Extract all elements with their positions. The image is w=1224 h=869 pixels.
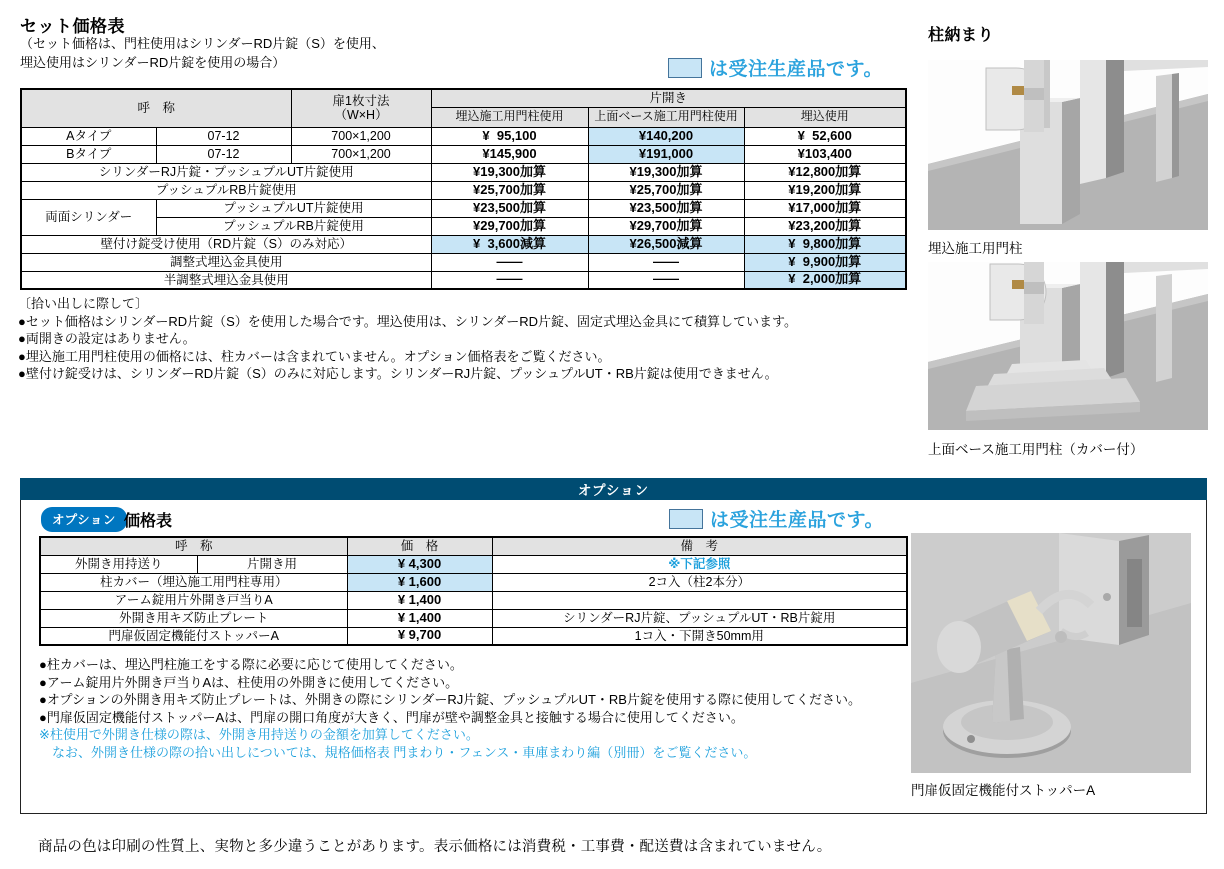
table-row xyxy=(21,235,906,253)
col-header-size-line2: （W×H） xyxy=(334,108,388,123)
table-row xyxy=(21,181,906,199)
set-note-line: ●壁付け錠受けは、シリンダーRD片錠（S）のみに対応します。シリンダーRJ片錠、プッシュプルUT・RB片錠は使用できません。 xyxy=(18,366,778,381)
table-row xyxy=(40,627,907,645)
option-price-table xyxy=(39,536,908,646)
semi-adjustable-bracket-price-1: ―― xyxy=(431,271,588,289)
option-cover-remark: 2コ入（柱2本分） xyxy=(492,573,907,591)
option-blue-note-line: なお、外開き仕様の際の拾い出しについては、規格価格表 門まわり・フェンス・車庫まわり編（別冊）をご覧ください。 xyxy=(39,744,757,760)
type-a-size: 700×1,200 xyxy=(291,127,431,145)
table-row xyxy=(21,271,906,289)
option-doorstop-name: アーム錠用片外開き戸当りA xyxy=(40,591,347,609)
option-section xyxy=(20,478,1207,814)
rb-lock-name: プッシュプルRB片錠使用 xyxy=(21,181,431,199)
col-header-single-swing: 片開き xyxy=(431,89,906,107)
double-rb-price-2: ¥29,700加算 xyxy=(588,217,744,235)
set-notes xyxy=(18,295,797,383)
type-b-code: 07-12 xyxy=(156,145,291,163)
option-col-price: 価 格 xyxy=(347,537,492,555)
rj-lock-price-2: ¥19,300加算 xyxy=(588,163,744,181)
set-note-line: ●両開きの設定はありません。 xyxy=(18,331,196,346)
footer-disclaimer: 商品の色は印刷の性質上、実物と多少違うことがあります。表示価格には消費税・工事費・配送費は含まれていません。 xyxy=(38,839,832,855)
wall-strike-price-1: ¥ 3,600減算 xyxy=(431,235,588,253)
rb-lock-price-1: ¥25,700加算 xyxy=(431,181,588,199)
double-ut-price-2: ¥23,500加算 xyxy=(588,199,744,217)
col-header-embedded-use: 埋込使用 xyxy=(744,107,906,127)
embedded-post-photo xyxy=(928,60,1208,230)
rb-lock-price-2: ¥25,700加算 xyxy=(588,181,744,199)
table-row xyxy=(21,127,906,145)
made-to-order-label: は受注生産品です。 xyxy=(710,510,884,531)
option-stopper-price: ¥ 9,700 xyxy=(347,627,492,645)
option-price-title: 価格表 xyxy=(124,513,173,530)
made-to-order-legend-option xyxy=(669,505,884,532)
double-rb-price-1: ¥29,700加算 xyxy=(431,217,588,235)
double-rb-price-3: ¥23,200加算 xyxy=(744,217,906,235)
col-header-name: 呼 称 xyxy=(21,89,291,127)
double-rb-name: プッシュプルRB片錠使用 xyxy=(156,217,431,235)
col-header-top-base-post: 上面ベース施工用門柱使用 xyxy=(588,107,744,127)
type-a-code: 07-12 xyxy=(156,127,291,145)
type-b-price-3: ¥103,400 xyxy=(744,145,906,163)
post-detail-title: 柱納まり xyxy=(928,27,995,44)
option-blue-notes xyxy=(39,726,756,761)
set-note-line: ●セット価格はシリンダーRD片錠（S）を使用した場合です。埋込使用は、シリンダーRD片錠、固定式埋込金具にて積算しています。 xyxy=(18,313,797,329)
wall-strike-price-2: ¥26,500減算 xyxy=(588,235,744,253)
rj-lock-name: シリンダーRJ片錠・プッシュプルUT片錠使用 xyxy=(21,163,431,181)
option-note-line: ●オプションの外開き用キズ防止プレートは、外開きの際にシリンダーRJ片錠、プッシュプルUT・RB片錠を使用する際に使用してください。 xyxy=(39,692,861,707)
double-ut-price-3: ¥17,000加算 xyxy=(744,199,906,217)
type-b-name: Bタイプ xyxy=(21,145,156,163)
set-table-header-row-1 xyxy=(21,89,906,107)
option-cover-price: ¥ 1,600 xyxy=(347,573,492,591)
option-plate-remark: シリンダーRJ片錠、プッシュプルUT・RB片錠用 xyxy=(492,609,907,627)
option-note-line: ●アーム錠用片外開き戸当りAは、柱使用の外開きに使用してください。 xyxy=(39,674,459,690)
option-plate-name: 外開き用キズ防止プレート xyxy=(40,609,347,627)
embedded-post-caption: 埋込施工用門柱 xyxy=(928,241,1023,256)
set-price-title: セット価格表 xyxy=(20,17,125,36)
type-a-price-3: ¥ 52,600 xyxy=(744,127,906,145)
wall-strike-price-3: ¥ 9,800加算 xyxy=(744,235,906,253)
type-b-price-2: ¥191,000 xyxy=(588,145,744,163)
option-bracket-remark: ※下記参照 xyxy=(492,555,907,573)
option-section-bar xyxy=(20,478,1207,500)
option-blue-note-line: ※柱使用で外開き仕様の際は、外開き用持送りの金額を加算してください。 xyxy=(39,727,479,742)
wall-strike-name: 壁付け錠受け使用（RD片錠（S）のみ対応） xyxy=(21,235,431,253)
option-plate-price: ¥ 1,400 xyxy=(347,609,492,627)
col-header-size xyxy=(291,89,431,127)
top-base-post-caption: 上面ベース施工用門柱（カバー付） xyxy=(928,442,1144,457)
option-note-line: ●柱カバーは、埋込門柱施工をする際に必要に応じて使用してください。 xyxy=(39,657,463,672)
top-base-post-photo xyxy=(928,262,1208,430)
option-stopper-remark: 1コ入・下開き50mm用 xyxy=(492,627,907,645)
col-header-embedded-post: 埋込施工用門柱使用 xyxy=(431,107,588,127)
table-row xyxy=(40,591,907,609)
made-to-order-swatch-icon xyxy=(668,58,702,78)
option-cover-name: 柱カバー（埋込施工用門柱専用） xyxy=(40,573,347,591)
option-bracket-type: 片開き用 xyxy=(197,555,347,573)
option-col-remark: 備 考 xyxy=(492,537,907,555)
option-col-name: 呼 称 xyxy=(40,537,347,555)
set-notes-title: 〔拾い出しに際して〕 xyxy=(18,296,149,311)
type-b-price-1: ¥145,900 xyxy=(431,145,588,163)
made-to-order-legend xyxy=(668,54,883,81)
set-price-subtitle-2: 埋込使用はシリンダーRD片錠を使用の場合） xyxy=(20,55,286,70)
set-price-subtitle-1: （セット価格は、門柱使用はシリンダーRD片錠（S）を使用、 xyxy=(20,36,385,51)
option-bar-title: オプション xyxy=(577,483,650,498)
option-note-line: ●門扉仮固定機能付ストッパーAは、門扉の開口角度が大きく、門扉が壁や調整金具と接触する場合に使用してください。 xyxy=(39,709,744,725)
option-badge: オプション xyxy=(41,507,127,532)
made-to-order-label: は受注生産品です。 xyxy=(709,59,883,80)
semi-adjustable-bracket-price-3: ¥ 2,000加算 xyxy=(744,271,906,289)
double-ut-name: プッシュプルUT片錠使用 xyxy=(156,199,431,217)
set-note-line: ●埋込施工用門柱使用の価格には、柱カバーは含まれていません。オプション価格表をご覧ください。 xyxy=(18,348,611,364)
semi-adjustable-bracket-name: 半調整式埋込金具使用 xyxy=(21,271,431,289)
type-b-size: 700×1,200 xyxy=(291,145,431,163)
semi-adjustable-bracket-price-2: ―― xyxy=(588,271,744,289)
adjustable-bracket-price-3: ¥ 9,900加算 xyxy=(744,253,906,271)
rb-lock-price-3: ¥19,200加算 xyxy=(744,181,906,199)
made-to-order-swatch-icon xyxy=(669,509,703,529)
type-a-price-1: ¥ 95,100 xyxy=(431,127,588,145)
col-header-size-line1: 扉1枚寸法 xyxy=(332,93,390,108)
option-table-header-row xyxy=(40,537,907,555)
option-doorstop-price: ¥ 1,400 xyxy=(347,591,492,609)
table-row xyxy=(21,199,906,217)
table-row xyxy=(40,573,907,591)
option-stopper-name: 門扉仮固定機能付ストッパーA xyxy=(40,627,347,645)
table-row xyxy=(40,555,907,573)
table-row xyxy=(21,163,906,181)
set-price-table xyxy=(20,88,907,290)
adjustable-bracket-name: 調整式埋込金具使用 xyxy=(21,253,431,271)
double-ut-price-1: ¥23,500加算 xyxy=(431,199,588,217)
option-doorstop-remark xyxy=(492,591,907,609)
type-a-price-2: ¥140,200 xyxy=(588,127,744,145)
adjustable-bracket-price-2: ―― xyxy=(588,253,744,271)
double-cylinder-label: 両面シリンダー xyxy=(21,199,156,235)
option-bracket-name: 外開き用持送り xyxy=(40,555,197,573)
table-row xyxy=(21,253,906,271)
type-a-name: Aタイプ xyxy=(21,127,156,145)
stopper-caption: 門扉仮固定機能付ストッパーA xyxy=(911,783,1096,798)
option-bracket-price: ¥ 4,300 xyxy=(347,555,492,573)
table-row xyxy=(21,145,906,163)
rj-lock-price-3: ¥12,800加算 xyxy=(744,163,906,181)
table-row xyxy=(40,609,907,627)
rj-lock-price-1: ¥19,300加算 xyxy=(431,163,588,181)
option-notes xyxy=(39,656,861,726)
stopper-photo xyxy=(911,533,1191,773)
adjustable-bracket-price-1: ―― xyxy=(431,253,588,271)
